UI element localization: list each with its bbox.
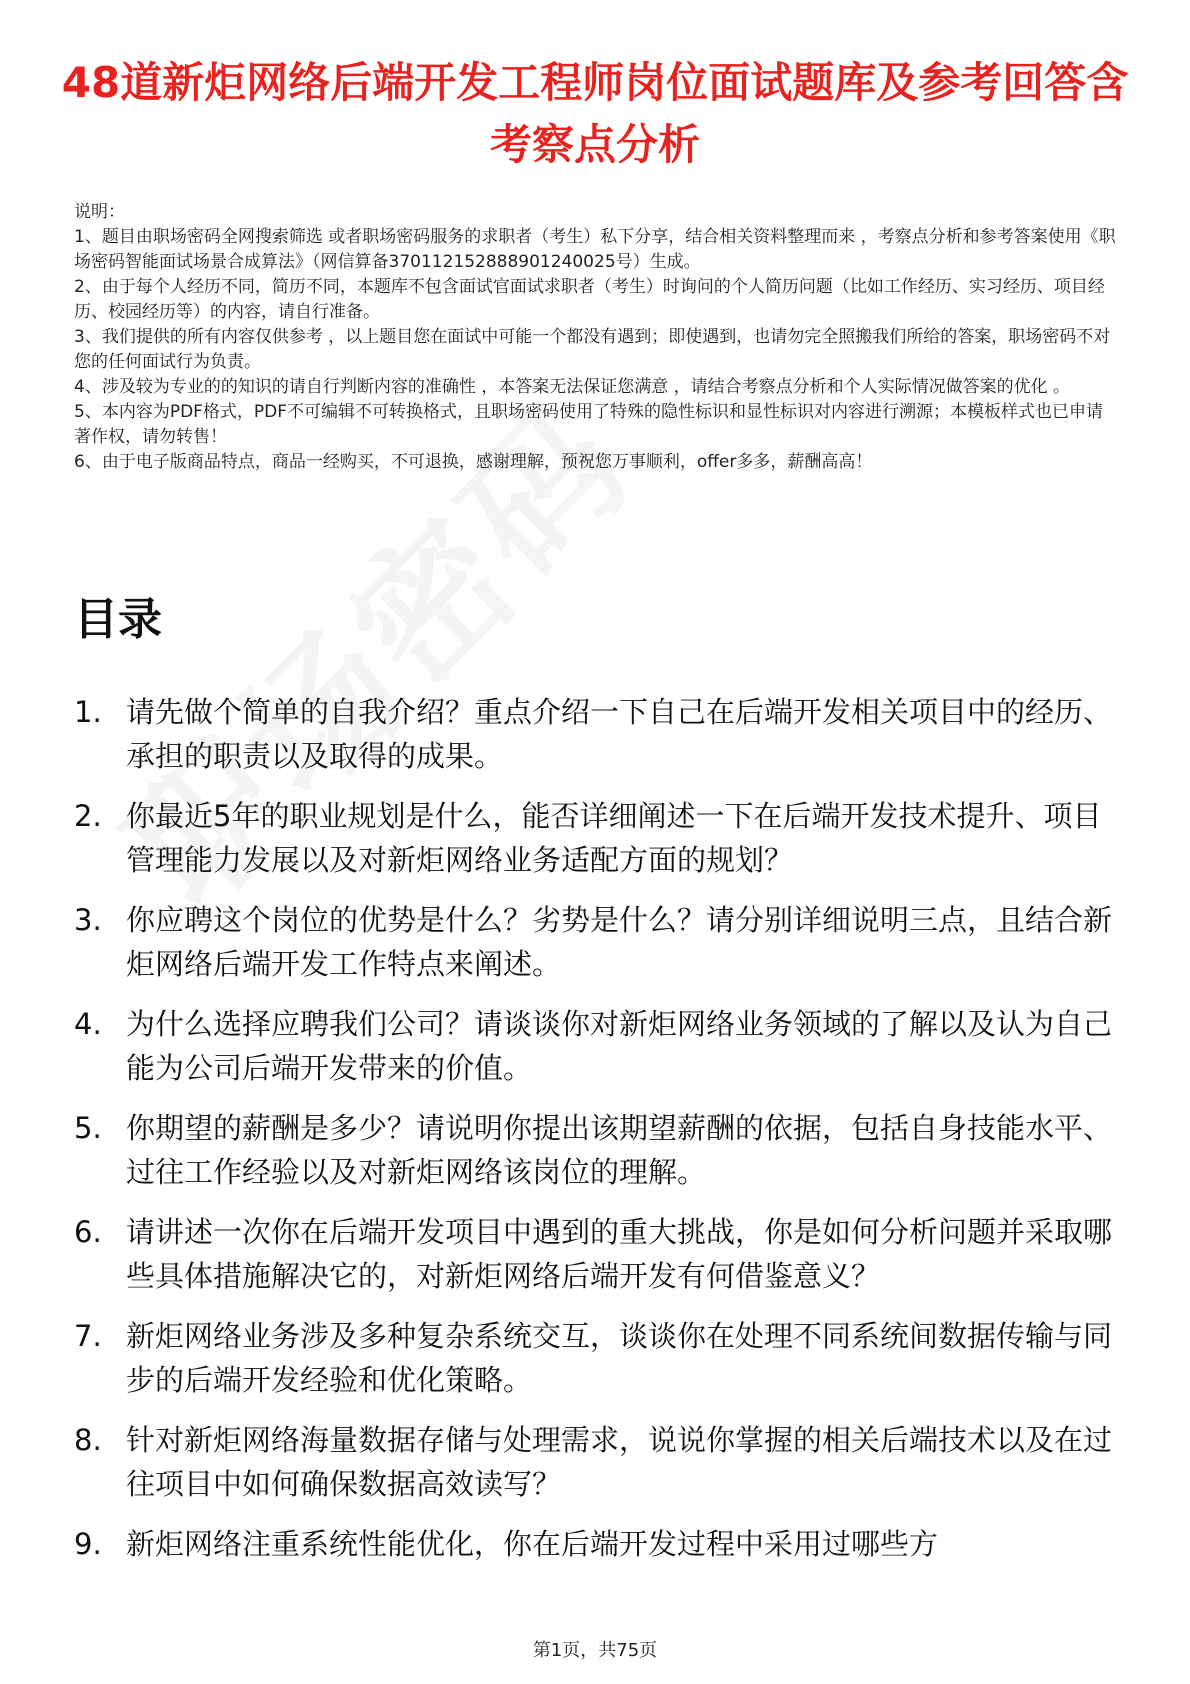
toc-item-number: 8. xyxy=(74,1423,102,1457)
toc-list xyxy=(74,690,1124,1582)
toc-item-number: 2. xyxy=(74,799,102,833)
toc-item xyxy=(74,690,1124,778)
notes-section xyxy=(74,200,1120,475)
toc-item-number: 7. xyxy=(74,1319,102,1353)
notes-heading: 说明： xyxy=(74,202,125,222)
toc-item xyxy=(74,1314,1124,1402)
toc-heading: 目录 xyxy=(74,594,162,645)
page-footer: 第1页，共75页 xyxy=(532,1640,658,1661)
toc-item xyxy=(74,898,1124,986)
toc-item xyxy=(74,1002,1124,1090)
toc-item-text: 针对新炬网络海量数据存储与处理需求，说说你掌握的相关后端技术以及在过往项目中如何确保数据高效读写？ xyxy=(126,1423,1113,1501)
toc-item-text: 你应聘这个岗位的优势是什么？劣势是什么？请分别详细说明三点，且结合新炬网络后端开发工作特点来阐述。 xyxy=(126,903,1113,981)
toc-item-text: 请先做个简单的自我介绍？重点介绍一下自己在后端开发相关项目中的经历、承担的职责以及取得的成果。 xyxy=(126,695,1113,773)
toc-item-number: 9. xyxy=(74,1527,102,1561)
note-item-1: 1、题目由职场密码全网搜索筛选 或者职场密码服务的求职者（考生）私下分享，结合相关资料整理而来 ，考察点分析和参考答案使用《职场密码智能面试场景合成算法》（网信算备370112152888901240025号）生成。 xyxy=(74,227,1116,272)
note-item-2: 2、由于每个人经历不同，简历不同，本题库不包含面试官面试求职者（考生）时询问的个人简历问题（比如工作经历、实习经历、项目经历、校园经历等）的内容，请自行准备。 xyxy=(74,277,1105,322)
toc-item-number: 1. xyxy=(74,695,102,729)
toc-item-number: 5. xyxy=(74,1111,102,1145)
toc-item-text: 新炬网络注重系统性能优化，你在后端开发过程中采用过哪些方 xyxy=(126,1527,939,1561)
toc-item xyxy=(74,1418,1124,1506)
toc-item xyxy=(74,1106,1124,1194)
toc-item xyxy=(74,794,1124,882)
toc-item xyxy=(74,1210,1124,1298)
toc-item-text: 为什么选择应聘我们公司？请谈谈你对新炬网络业务领域的了解以及认为自己能为公司后端开发带来的价值。 xyxy=(126,1007,1113,1085)
toc-item-text: 新炬网络业务涉及多种复杂系统交互，谈谈你在处理不同系统间数据传输与同步的后端开发经验和优化策略。 xyxy=(126,1319,1113,1397)
toc-item-text: 你最近5年的职业规划是什么，能否详细阐述一下在后端开发技术提升、项目管理能力发展以及对新炬网络业务适配方面的规划？ xyxy=(126,799,1102,877)
document-title: 48道新炬网络后端开发工程师岗位面试题库及参考回答含考察点分析 xyxy=(61,58,1129,169)
note-item-6: 6、由于电子版商品特点，商品一经购买，不可退换，感谢理解，预祝您万事顺利，offer多多，薪酬高高！ xyxy=(74,452,873,472)
toc-item-text: 请讲述一次你在后端开发项目中遇到的重大挑战，你是如何分析问题并采取哪些具体措施解决它的，对新炬网络后端开发有何借鉴意义？ xyxy=(126,1215,1113,1293)
note-item-3: 3、我们提供的所有内容仅供参考 ，以上题目您在面试中可能一个都没有遇到；即使遇到，也请勿完全照搬我们所给的答案，职场密码不对您的任何面试行为负责。 xyxy=(74,327,1111,372)
note-item-4: 4、涉及较为专业的的知识的请自行判断内容的准确性 ，本答案无法保证您满意 ，请结合考察点分析和个人实际情况做答案的优化 。 xyxy=(74,377,1071,397)
toc-item-number: 4. xyxy=(74,1007,102,1041)
toc-item-text: 你期望的薪酬是多少？请说明你提出该期望薪酬的依据，包括自身技能水平、过往工作经验以及对新炬网络该岗位的理解。 xyxy=(126,1111,1113,1189)
note-item-5: 5、本内容为PDF格式，PDF不可编辑不可转换格式，且职场密码使用了特殊的隐性标识和显性标识对内容进行溯源；本模板样式也已申请著作权，请勿转售！ xyxy=(74,402,1104,447)
toc-item-number: 3. xyxy=(74,903,102,937)
toc-item-number: 6. xyxy=(74,1215,102,1249)
toc-item xyxy=(74,1522,1124,1566)
